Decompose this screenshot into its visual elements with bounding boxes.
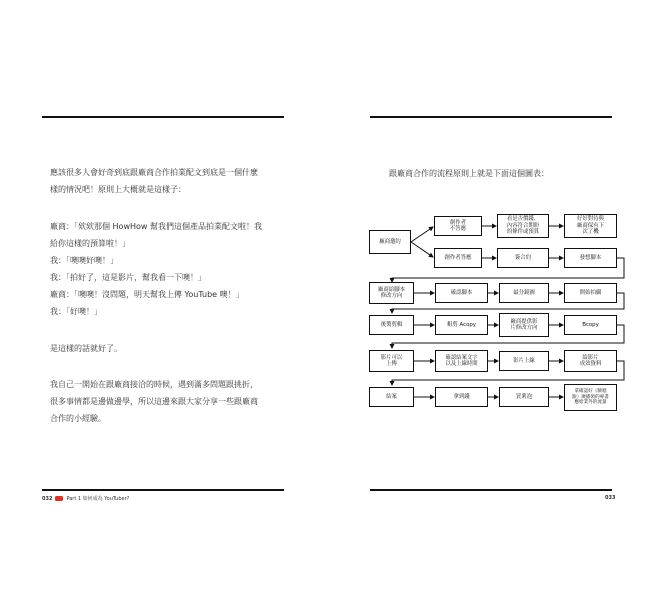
node-brainstorm-script: 發想腳本 bbox=[564, 248, 617, 268]
paragraph-line: 樣的情況吧！原則上大概就是這樣子： bbox=[50, 185, 186, 194]
node-video-live: 影片上線 bbox=[499, 351, 549, 371]
node-rough-cut-acopy: 粗剪 Acopy bbox=[435, 315, 488, 335]
flowchart-intro: 跟廠商合作的流程原則上就是下面這個圖表： bbox=[389, 169, 549, 178]
node-vendor-video-feedback: 廠商提供影 片修改方向 bbox=[499, 313, 549, 337]
node-check-budget: 看是否價錢、 內容符合期盼 的條件或預算 bbox=[497, 214, 549, 238]
node-sign-contract: 簽合約 bbox=[497, 248, 549, 268]
node-video-approved: 影片可以 上傳 bbox=[369, 350, 414, 372]
dialogue-line: 我：「噢噢好噢！」 bbox=[50, 256, 118, 265]
node-buy-treat: 買薯泡 bbox=[499, 387, 549, 407]
dialogue-line: 我：「好噢！」 bbox=[50, 307, 102, 316]
node-creator-accept: 創作者答應 bbox=[434, 248, 482, 268]
page-number: 033 bbox=[605, 495, 616, 501]
node-start-shooting: 開始拍攝 bbox=[564, 283, 617, 303]
paragraph-line: 應該很多人會好奇到底跟廠商合作拍業配文到底是一個什麼 bbox=[50, 168, 258, 177]
node-vendor-script-feedback: 廠商給腳本 修改方向 bbox=[369, 282, 414, 304]
node-post-editing: 後製剪輯 bbox=[369, 315, 414, 335]
dialogue-line: 廠商：「欸欸那個 HowHow 幫我們這個產品拍業配文啦！我 bbox=[50, 222, 262, 231]
node-bcopy: Bcopy bbox=[564, 315, 617, 335]
node-keep-relationship: 好好對待與 廠商保有下 次了機 bbox=[564, 214, 617, 238]
node-creator-decline: 創作者 不答應 bbox=[434, 216, 482, 236]
dialogue-line: 廠商：「噢噢！沒問題，明天幫我上傳 YouTube 噢！」 bbox=[50, 290, 244, 299]
page-number: 032 bbox=[42, 495, 53, 502]
paragraph-line: 很多事情都是邊做邊學，所以這邊來跟大家分享一些跟廠商 bbox=[50, 397, 258, 406]
node-confirm-copy-schedule: 確認結案文字 以及上線時間 bbox=[435, 350, 488, 372]
node-storyboard: 最分鏡圖 bbox=[499, 283, 549, 303]
node-close-case: 結案 bbox=[369, 387, 414, 407]
node-confirm-script: 確認腳本 bbox=[435, 283, 488, 303]
arrow bbox=[411, 227, 433, 242]
paragraph-line: 合作的小經驗。 bbox=[50, 414, 106, 423]
arrow bbox=[411, 242, 433, 257]
part-label: Part 1 如何成為 YouTuber? bbox=[66, 496, 130, 502]
paragraph-line: 是這樣的話就好了。 bbox=[50, 344, 122, 353]
node-extra-traffic: 拿確認好（臉噁 跟）廣播領的專書 應給業外的流量 bbox=[564, 384, 617, 411]
node-performance-data: 給影片 成效資料 bbox=[564, 350, 617, 372]
dialogue-line: 我：「拍好了，這是影片，幫我看一下噢！」 bbox=[50, 273, 206, 282]
node-start: 廠商邀約 bbox=[369, 230, 411, 254]
footer-right bbox=[605, 495, 615, 501]
node-get-paid: 拿到錢 bbox=[435, 387, 488, 407]
dialogue-line: 給你這樣的預算啦！」 bbox=[50, 239, 130, 248]
paragraph-line: 我自己一開始在跟廠商接洽的時候，遇到滿多問題跟挑折， bbox=[50, 380, 258, 389]
bottom-rule-right bbox=[370, 489, 612, 491]
